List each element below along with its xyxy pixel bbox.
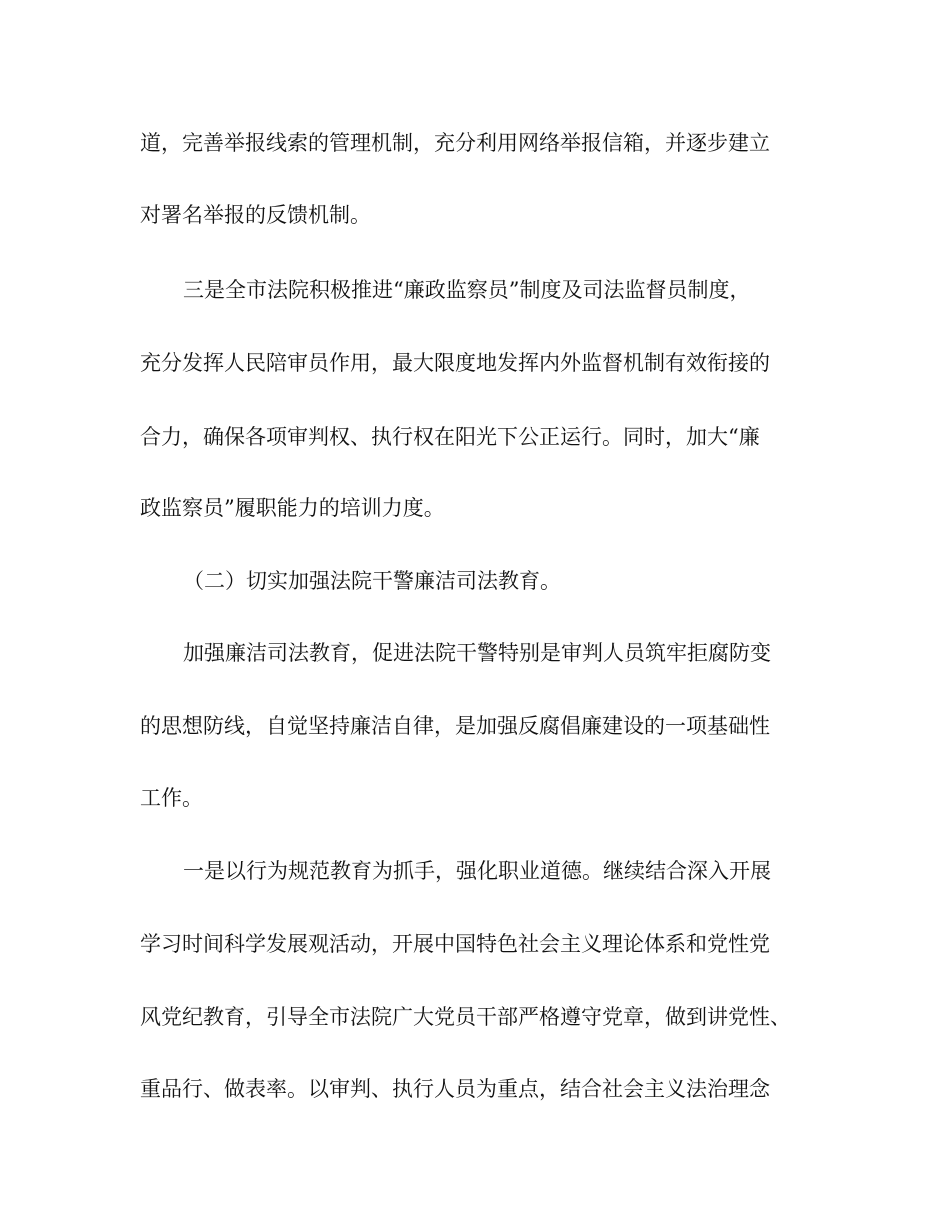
section-heading: （二）切实加强法院干警廉洁司法教育。 [183,569,561,593]
paragraph-line: 学习时间科学发展观活动，开展中国特色社会主义理论体系和党性党 [140,932,770,956]
paragraph-line: 政监察员”履职能力的培训力度。 [140,496,445,520]
paragraph-line: 工作。 [140,786,203,810]
paragraph-line: 的思想防线，自觉坚持廉洁自律，是加强反腐倡廉建设的一项基础性 [140,714,770,738]
paragraph-line: 充分发挥人民陪审员作用，最大限度地发挥内外监督机制有效衔接的 [140,351,770,375]
paragraph-line: 对署名举报的反馈机制。 [140,203,371,227]
paragraph-line: 三是全市法院积极推进“廉政监察员”制度及司法监督员制度， [183,278,751,302]
paragraph-line: 道，完善举报线索的管理机制，充分利用网络举报信箱，并逐步建立 [140,131,770,155]
paragraph-line: 重品行、做表率。以审判、执行人员为重点，结合社会主义法治理念 [140,1077,770,1101]
paragraph-line: 合力，确保各项审判权、执行权在阳光下公正运行。同时，加大“廉 [140,425,760,449]
paragraph-line: 加强廉洁司法教育，促进法院干警特别是审判人员筑牢拒腐防变 [183,641,771,665]
paragraph-line: 一是以行为规范教育为抓手，强化职业道德。继续结合深入开展 [183,859,771,883]
paragraph-line: 风党纪教育，引导全市法院广大党员干部严格遵守党章，做到讲党性、 [140,1005,791,1029]
